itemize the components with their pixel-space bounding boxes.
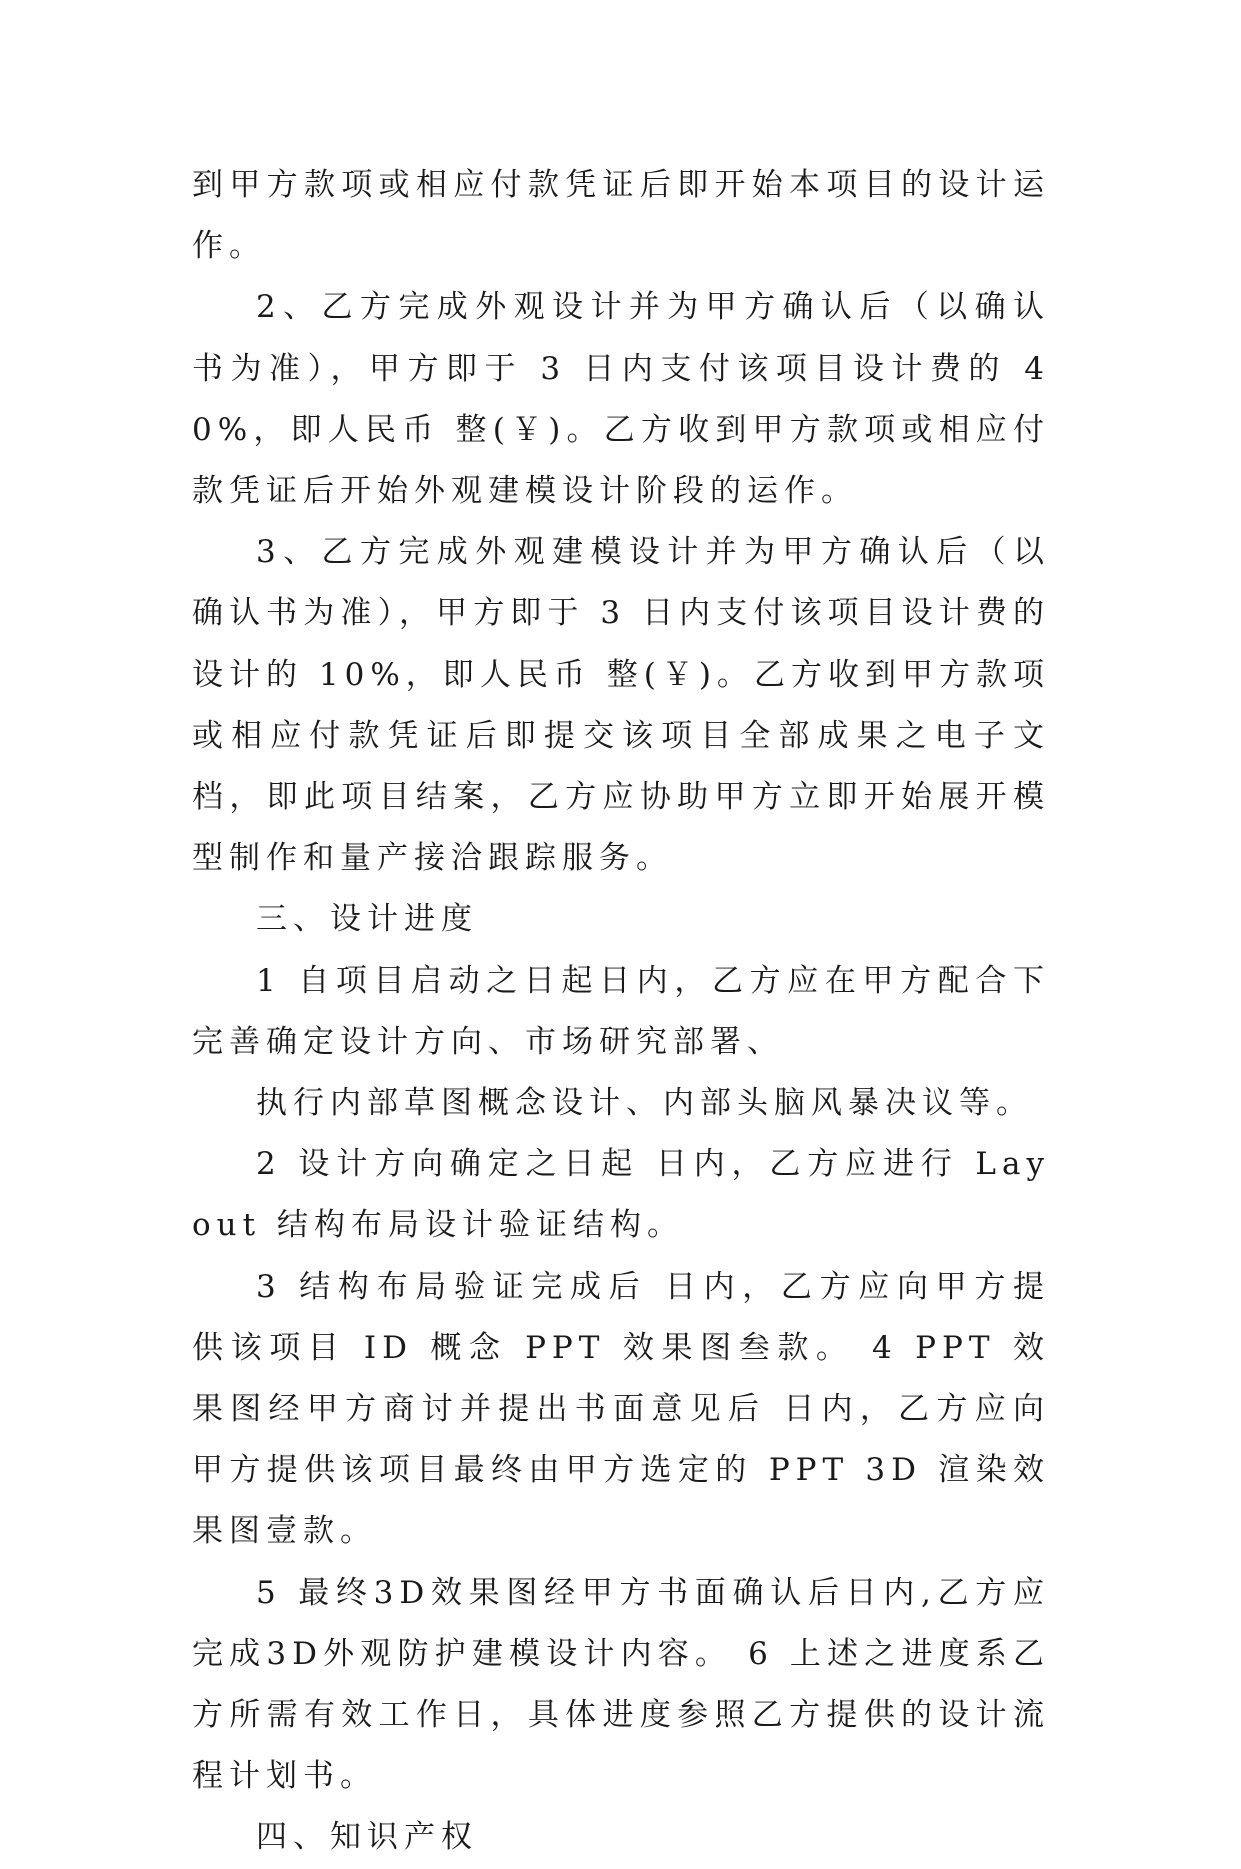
paragraph-schedule-items-3-4: 3 结构布局验证完成后 日内，乙方应向甲方提供该项目 ID 概念 PPT 效果图叁款。 4 PPT 效果图经甲方商讨并提出书面意见后 日内，乙方应向甲方提供该项目最终由甲方选定的 PPT 3D 渲染效果图壹款。 bbox=[192, 1268, 1050, 1550]
section-heading-design-schedule: 三、设计进度 bbox=[256, 901, 478, 938]
document-body bbox=[192, 155, 1050, 1869]
paragraph-schedule-items-5-6: 5 最终3D效果图经甲方书面确认后日内,乙方应完成3D外观防护建模设计内容。 6 上述之进度系乙方所需有效工作日，具体进度参照乙方提供的设计流程计划书。 bbox=[192, 1574, 1050, 1795]
paragraph-payment-clause-3: 3、乙方完成外观建模设计并为甲方确认后（以确认书为准），甲方即于 3 日内支付该项目设计费的设计的 10%，即人民币 整(￥)。乙方收到甲方款项或相应付款凭证后即提交该项目全部成果之电子文档，即此项目结案，乙方应协助甲方立即开始展开模型制作和量产接洽跟踪服务。 bbox=[192, 534, 1050, 877]
paragraph-payment-continuation: 到甲方款项或相应付款凭证后即开始本项目的设计运作。 bbox=[192, 167, 1050, 265]
paragraph-schedule-item-1: 1 自项目启动之日起日内，乙方应在甲方配合下完善确定设计方向、市场研究部署、 bbox=[192, 962, 1050, 1060]
section-heading-intellectual-property: 四、知识产权 bbox=[256, 1819, 478, 1856]
paragraph-schedule-item-1-continued: 执行内部草图概念设计、内部头脑风暴决议等。 bbox=[256, 1085, 1033, 1122]
paragraph-payment-clause-2: 2、乙方完成外观设计并为甲方确认后（以确认书为准），甲方即于 3 日内支付该项目设计费的 40%，即人民币 整(￥)。乙方收到甲方款项或相应付款凭证后开始外观建模设计阶段的运作。 bbox=[192, 289, 1050, 510]
paragraph-schedule-item-2: 2 设计方向确定之日起 日内，乙方应进行 Layout 结构布局设计验证结构。 bbox=[192, 1146, 1050, 1244]
